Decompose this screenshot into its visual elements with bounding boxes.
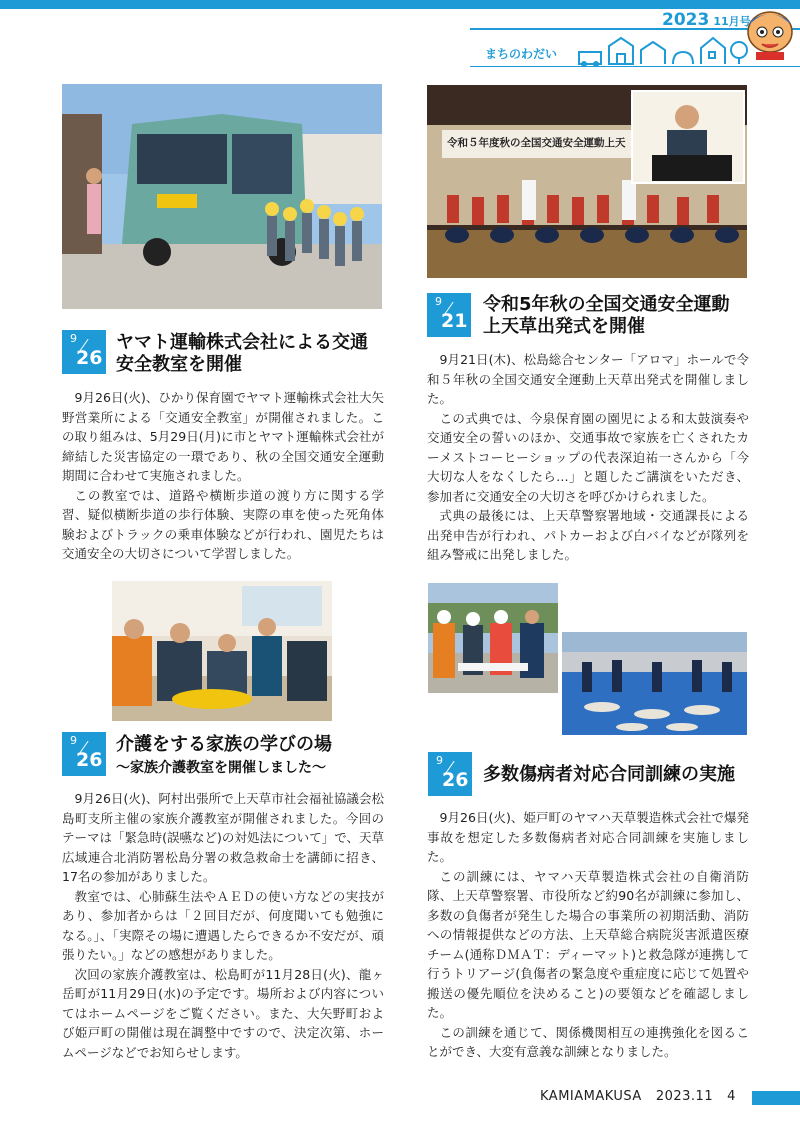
page-footer <box>540 1089 750 1104</box>
date-day: 26 <box>76 749 103 771</box>
article-3-paragraph: 9月26日(火)、阿村出張所で上天草市社会福祉協議会松島町支所主催の家族介護教室が開催されました。今回のテーマは「緊急時(誤嚥など)の対処法について」で、天草広域連合北消防署松島分署の救急救命士を講師に招き、17名の参加がありました。 <box>62 791 384 884</box>
article-3-body <box>62 789 384 1062</box>
article-2-paragraph: 式典の最後には、上天草警察署地域・交通課長による出発申告が行われ、パトカーおよび白バイなどが隊列を組み警戒に出発しました。 <box>427 508 749 562</box>
article-1-paragraph: この教室では、道路や横断歩道の渡り方に関する学習、疑似横断歩道の歩行体験、実際の車を使った死角体験およびトラックの乗車体験などが行われ、園児たちは交通安全の大切さについて学習しました。 <box>62 487 384 561</box>
footer-magazine: KAMIAMAKUSA <box>540 1089 642 1104</box>
photo-drill-triage <box>562 632 747 735</box>
date-day: 21 <box>441 310 468 332</box>
date-month: 9 <box>70 734 77 747</box>
photo-family-care-class <box>112 581 332 721</box>
section-label: まちのわだい <box>485 47 558 61</box>
article-2-paragraph: この式典では、今泉保育園の園児による和太鼓演奏や交通安全の誓いのほか、交通事故で家族を亡くされたカーメストコーヒーショップの代表深迫祐一さんから「今大切な人をなくしたら…」と題したご講演をいただき、参加者に交通安全の大切さを呼びかけられました。 <box>427 410 749 504</box>
article-2-title-line1: 令和5年秋の全国交通安全運動 <box>483 294 730 315</box>
article-1-title-line2: 安全教室を開催 <box>116 354 242 375</box>
article-2-title <box>483 294 730 338</box>
article-4-body <box>427 808 749 1062</box>
section-underline <box>470 66 800 67</box>
article-1-title-line1: ヤマト運輸株式会社による交通 <box>116 332 368 353</box>
article-4-paragraph: 9月26日(火)、姫戸町のヤマハ天草製造株式会社で爆発事故を想定した多数傷病者対応合同訓練を実施しました。 <box>427 810 749 864</box>
date-badge-3 <box>62 732 106 776</box>
mascot-logo <box>742 4 798 62</box>
top-accent-bar <box>0 0 800 9</box>
houses-decoration <box>575 36 750 66</box>
article-3-paragraph: 教室では、心肺蘇生法やＡＥＤの使い方などの実技があり、参加者からは「２回目だが、何度聞いても勉強になる。」、「実際その場に遭遇したらできるか不安だが、頑張りたい。」などの感想がありました。 <box>62 888 384 962</box>
date-badge-2 <box>427 293 471 337</box>
article-3-paragraph: 次回の家族介護教室は、松島町が11月28日(火)、龍ヶ岳町が11月29日(水)の予定です。場所および内容についてはホームページをご覧ください。また、大矢野町および姫戸町の開催は現在調整中ですので、決定次第、ホームページなどでお知らせします。 <box>62 966 384 1060</box>
date-month: 9 <box>70 332 77 345</box>
page-number: 4 <box>727 1089 736 1104</box>
issue-month: 11月号 <box>713 15 751 28</box>
date-month: 9 <box>436 754 443 767</box>
date-badge-1 <box>62 330 106 374</box>
article-4-paragraph: この訓練を通じて、関係機関相互の連携強化を図ることができ、大変有意義な訓練となりました。 <box>427 1024 749 1059</box>
ceremony-banner-text: 令和５年度秋の全国交通安全運動上天 <box>447 137 626 149</box>
article-1-title <box>116 332 368 376</box>
issue-date <box>662 10 751 30</box>
article-1-body <box>62 388 384 564</box>
date-day: 26 <box>76 347 103 369</box>
article-4-paragraph: この訓練には、ヤマハ天草製造株式会社の自衛消防隊、上天草警察署、市役所など約90名が訓練に参加し、多数の負傷者が発生した場合の事業所の初期活動、消防への情報提供などの方法、上天草総合病院災害派遣医療チーム(通称ＤＭＡＴ：ディーマット)と救急隊が連携して行うトリアージ(負傷者の緊急度や重症度に応じて処置や搬送の優先順位を決めること)の要領などを確認しました。 <box>427 868 749 1020</box>
issue-year: 2023 <box>662 10 710 30</box>
article-1-paragraph: 9月26日(火)、ひかり保育園でヤマト運輸株式会社大矢野営業所による「交通安全教室」が開催されました。この取り組みは、5月29日(月)に市とヤマト運輸株式会社が締結した災害協定の一環であり、秋の全国交通安全運動期間に合わせて実施されました。 <box>62 390 384 483</box>
date-badge-4 <box>428 752 472 796</box>
date-month: 9 <box>435 295 442 308</box>
photo-traffic-safety-class <box>62 84 382 309</box>
footer-accent-bar <box>752 1091 800 1105</box>
article-4-title: 多数傷病者対応合同訓練の実施 <box>483 764 735 785</box>
article-3-subtitle: ～家族介護教室を開催しました～ <box>116 760 326 776</box>
date-day: 26 <box>442 769 469 791</box>
article-2-body <box>427 350 749 565</box>
article-3-title: 介護をする家族の学びの場 <box>116 734 332 755</box>
photo-departure-ceremony <box>427 85 747 278</box>
article-2-title-line2: 上天草出発式を開催 <box>483 316 645 337</box>
photo-drill-briefing <box>428 583 558 693</box>
footer-issue: 2023.11 <box>655 1089 714 1104</box>
article-2-paragraph: 9月21日(木)、松島総合センター「アロマ」ホールで令和５年秋の全国交通安全運動上天草出発式を開催しました。 <box>427 352 749 406</box>
